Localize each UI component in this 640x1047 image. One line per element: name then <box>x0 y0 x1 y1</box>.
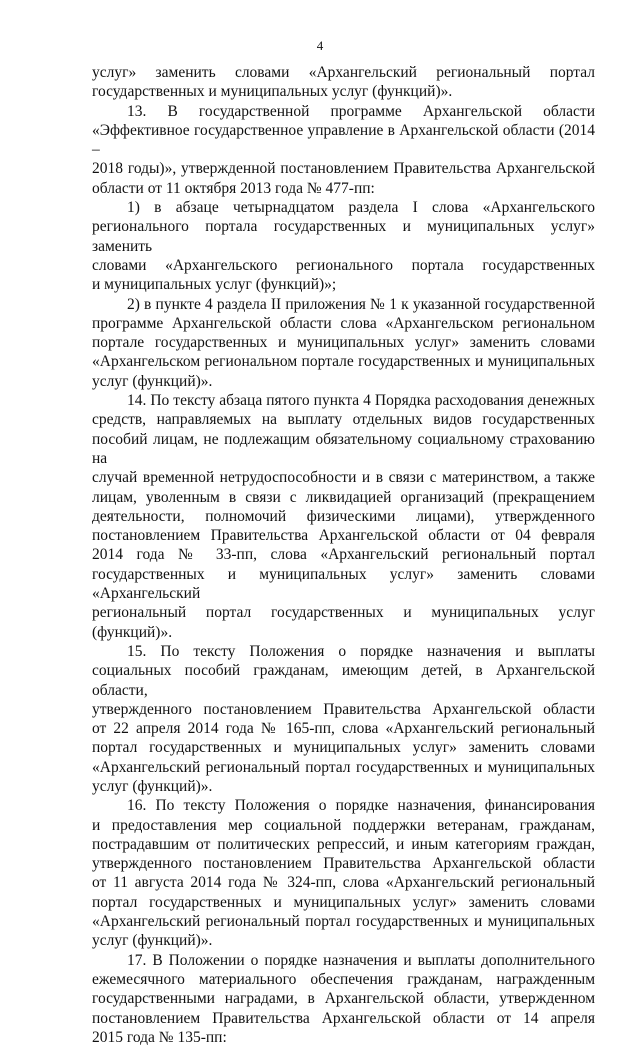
text-line: постановлением Правительства Архангельской области от 04 февраля <box>92 527 595 545</box>
text-line: словами «Архангельского регионального портала государственных <box>92 256 595 274</box>
text-line: 14. По тексту абзаца пятого пункта 4 Порядка расходования денежных <box>127 392 595 410</box>
text-line: «Архангельском региональном портале государственных и муниципальных <box>92 353 595 371</box>
text-line: государственными наградами, в Архангельской области, утвержденном <box>92 990 595 1008</box>
text-line: портал государственных и муниципальных услуг» заменить словами <box>92 739 595 757</box>
text-line: от 11 августа 2014 года № 324-пп, слова «Архангельский региональный <box>92 874 595 892</box>
text-line: 2018 годы)», утвержденной постановлением Правительства Архангельской <box>92 160 595 178</box>
text-line: 15. По тексту Положения о порядке назначения и выплаты <box>127 642 595 660</box>
text-line: от 22 апреля 2014 года № 165-пп, слова «Архангельский региональный <box>92 720 595 738</box>
text-line: и предоставления мер социальной поддержки ветеранам, гражданам, <box>92 816 595 834</box>
paragraph-subitem-1 <box>92 198 595 294</box>
text-line: услуг» заменить словами «Архангельский региональный портал <box>92 64 595 81</box>
paragraph-item-16 <box>92 796 595 950</box>
paragraph-item-15 <box>92 642 595 796</box>
text-line: государственных и муниципальных услуг (функций)». <box>92 83 453 101</box>
text-line: 2) в пункте 4 раздела II приложения № 1 к указанной государственной <box>127 295 595 313</box>
text-line: лицам, уволенным в связи с ликвидацией организаций (прекращением <box>92 488 595 506</box>
text-line: 1) в абзаце четырнадцатом раздела I слова «Архангельского <box>127 199 595 217</box>
text-line: пострадавшим от политических репрессий, и иным категориям граждан, <box>92 835 595 853</box>
text-line: государственных и муниципальных услуг» заменить словами «Архангельский <box>92 565 595 603</box>
text-line: «Архангельский региональный портал государственных и муниципальных <box>92 758 595 776</box>
text-line: средств, направляемых на выплату отдельных видов государственных <box>92 411 595 429</box>
text-line: услуг (функций)». <box>92 777 213 795</box>
paragraph-item-14 <box>92 391 595 642</box>
page-number: 4 <box>316 38 324 53</box>
text-line: регионального портала государственных и муниципальных услуг» заменить <box>92 218 595 255</box>
text-line: случай временной нетрудоспособности и в связи с материнством, а также <box>92 469 595 487</box>
document-body <box>92 63 595 1047</box>
text-line: пособий лицам, не подлежащим обязательному социальному страхованию на <box>92 430 595 467</box>
text-line: постановлением Правительства Архангельской области от 14 апреля <box>92 1009 595 1027</box>
text-line: услуг (функций)». <box>92 932 213 950</box>
text-line: программе Архангельской области слова «Архангельском региональном <box>92 314 595 332</box>
text-line: социальных пособий гражданам, имеющим детей, в Архангельской области, <box>92 662 595 699</box>
text-line: 2015 года № 135-пп: <box>92 1028 227 1046</box>
text-line: области от 11 октября 2013 года № 477-пп: <box>92 179 375 197</box>
paragraph-item-13 <box>92 102 595 198</box>
text-line: 16. По тексту Положения о порядке назначения, финансирования <box>127 797 595 815</box>
paragraph-item-17 <box>92 951 595 1047</box>
paragraph-subitem-2 <box>92 295 595 391</box>
text-line: утвержденного постановлением Правительства Архангельской области <box>92 700 595 718</box>
text-line: деятельности, полномочий физическими лицами), утвержденного <box>92 507 595 525</box>
text-line: портал государственных и муниципальных услуг» заменить словами <box>92 893 595 911</box>
text-line: региональный портал государственных и муниципальных услуг (функций)». <box>92 604 595 641</box>
text-line: портале государственных и муниципальных услуг» заменить словами <box>92 334 595 352</box>
text-line: утвержденного постановлением Правительства Архангельской области <box>92 855 595 873</box>
text-line: «Эффективное государственное управление в Архангельской области (2014 – <box>92 121 595 159</box>
text-line: ежемесячного материального обеспечения гражданам, награжденным <box>92 970 595 988</box>
text-line: 2014 года № 33-пп, слова «Архангельский региональный портал <box>92 546 595 564</box>
text-line: 17. В Положении о порядке назначения и выплаты дополнительного <box>127 951 595 969</box>
text-line: 13. В государственной программе Архангельской области <box>127 102 595 120</box>
paragraph-continuation <box>92 63 595 102</box>
text-line: «Архангельский региональный портал государственных и муниципальных <box>92 913 595 931</box>
text-line: услуг (функций)». <box>92 372 213 390</box>
text-line: и муниципальных услуг (функций)»; <box>92 276 337 294</box>
